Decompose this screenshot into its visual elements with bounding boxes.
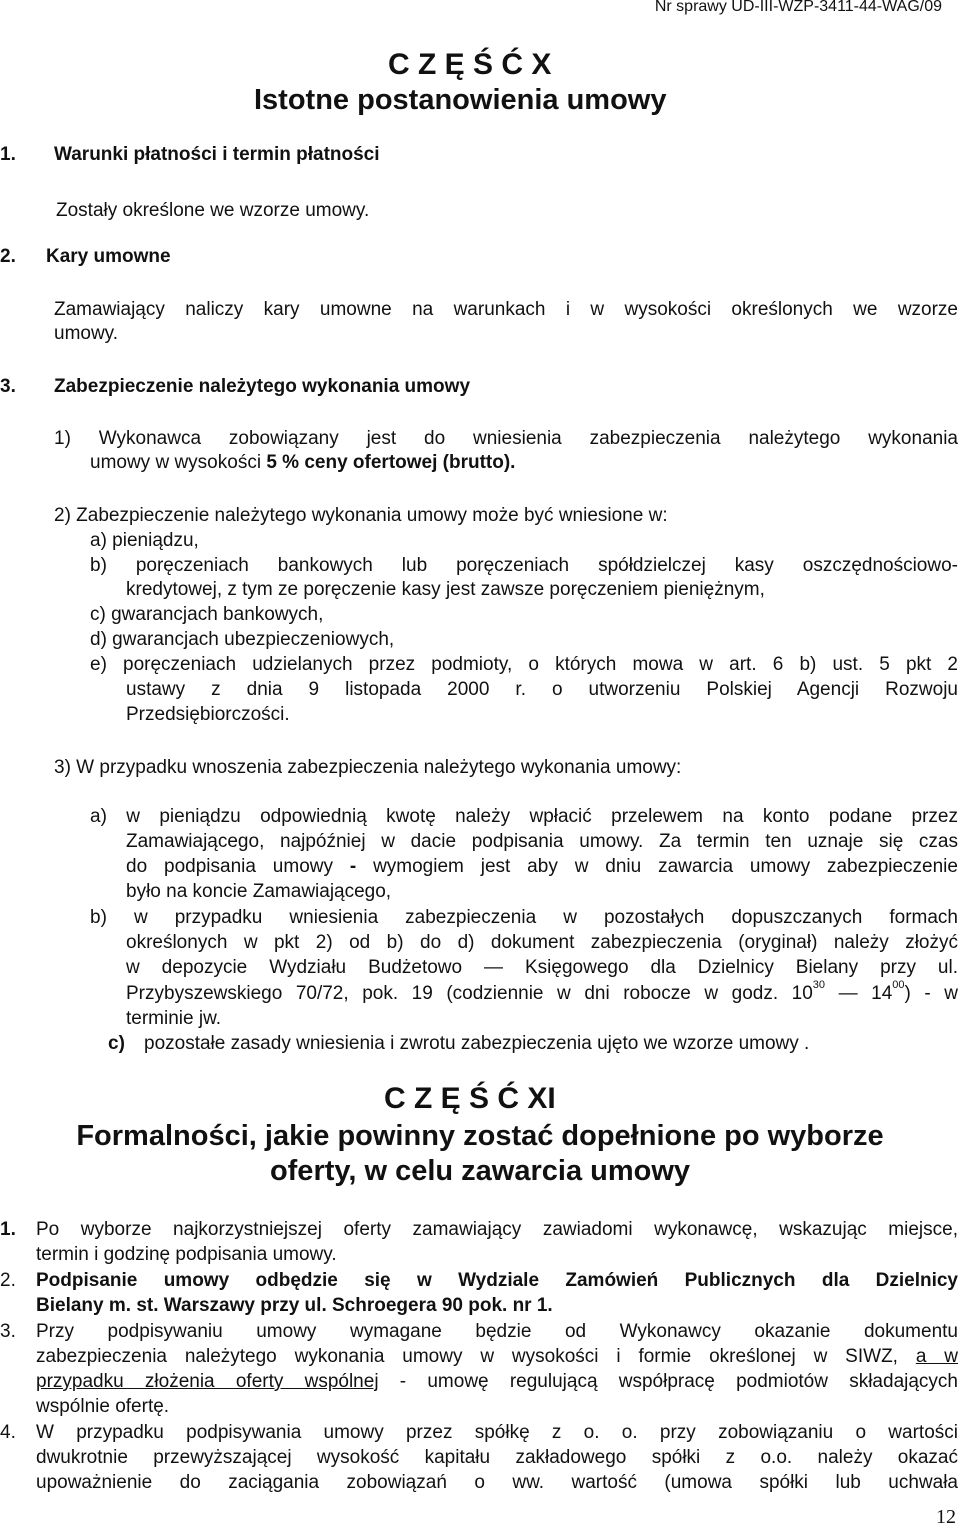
s3-p3-c-text: pozostałe zasady wniesienia i zwrotu zabezpieczenia ujęto we wzorze umowy .: [144, 1033, 810, 1054]
xi-item-4-line2: dwukrotnie przewyższającej wysokość kapitału zakładowego spółki z o.o. należy okazać: [36, 1447, 958, 1468]
xi-item-3-number: 3.: [0, 1321, 16, 1342]
section-1-title: Warunki płatności i termin płatności: [54, 144, 380, 165]
s3-p3-b-line4-mid: — 14: [825, 983, 893, 1004]
s3-p2-b-line1: b) poręczeniach bankowych lub poręczeniach spółdzielczej kasy oszczędnościowo-: [90, 555, 958, 576]
s3-p1-line2-normal: umowy w wysokości: [90, 452, 267, 473]
s3-p3-a-line2: Zamawiającego, najpóźniej w dacie podpisania umowy. Za termin ten uznaje się czas: [126, 831, 958, 852]
s3-p3-c-label: c): [108, 1033, 125, 1054]
section-3-title: Zabezpieczenie należytego wykonania umowy: [54, 376, 471, 397]
xi-item-2-line2: Bielany m. st. Warszawy przy ul. Schroegera 90 pok. nr 1.: [36, 1295, 553, 1316]
xi-item-3-line3-underlined: przypadku złożenia oferty wspólnej: [36, 1371, 379, 1392]
part-xi-label: C Z Ę Ś Ć XI: [384, 1082, 556, 1115]
xi-item-2-line1: Podpisanie umowy odbędzie się w Wydziale Zamówień Publicznych dla Dzielnicy: [36, 1270, 958, 1291]
xi-item-3-line1: Przy podpisywaniu umowy wymagane będzie od Wykonawcy okazanie dokumentu: [36, 1321, 958, 1342]
s3-p2-e-line2: ustawy z dnia 9 listopada 2000 r. o utworzeniu Polskiej Agencji Rozwoju: [126, 679, 958, 700]
xi-item-3-line3: [36, 1371, 958, 1393]
section-3-number: 3.: [0, 376, 16, 397]
s3-p2-d: d) gwarancjach ubezpieczeniowych,: [90, 629, 395, 650]
section-2-text-line1: Zamawiający naliczy kary umowne na warunkach i w wysokości określonych we wzorze: [54, 299, 958, 320]
page-number: 12: [936, 1506, 956, 1528]
s3-p2-c: c) gwarancjach bankowych,: [90, 604, 324, 625]
section-2-text-line2: umowy.: [54, 323, 119, 344]
section-2-title: Kary umowne: [46, 246, 171, 267]
time-start-minutes: 30: [812, 979, 826, 991]
xi-item-2-number: 2.: [0, 1270, 16, 1291]
xi-item-4-line3: upoważnienie do zaciągania zobowiązań o ww. wartość (umowa spółki lub uchwała: [36, 1472, 958, 1493]
xi-item-3-line4: wspólnie ofertę.: [36, 1396, 170, 1417]
s3-p3-b-line4: [126, 979, 958, 1005]
section-1-text: Zostały określone we wzorze umowy.: [56, 200, 370, 221]
xi-item-4-line1: W przypadku podpisywania umowy przez spółkę z o. o. przy zobowiązaniu o wartości: [36, 1422, 958, 1443]
s3-p3-b-line4-pre: Przybyszewskiego 70/72, pok. 19 (codziennie w dni robocze w godz. 10: [126, 983, 813, 1004]
s3-p2-intro: 2) Zabezpieczenie należytego wykonania umowy może być wniesione w:: [54, 505, 668, 526]
s3-p1-line1: 1) Wykonawca zobowiązany jest do wniesienia zabezpieczenia należytego wykonania: [54, 428, 958, 449]
part-x-label: C Z Ę Ś Ć X: [388, 48, 552, 81]
xi-item-4-number: 4.: [0, 1422, 16, 1443]
s3-p3-b-line4-post: ) - w: [904, 983, 958, 1004]
xi-item-1-number: 1.: [0, 1219, 16, 1240]
part-xi-title-line2: oferty, w celu zawarcia umowy: [269, 1155, 691, 1187]
s3-p3-a-line3-dash: -: [349, 856, 357, 877]
s3-p3-b-line1: b) w przypadku wniesienia zabezpieczenia w pozostałych dopuszczanych formach: [90, 907, 958, 928]
time-end-minutes: 00: [892, 979, 905, 991]
xi-item-3-line2-underlined: a w: [915, 1346, 958, 1367]
xi-item-3-line2-pre: zabezpieczenia należytego wykonania umowy w wysokości i formie określonej w SIWZ,: [36, 1346, 916, 1367]
section-2-number: 2.: [0, 246, 16, 267]
s3-p3-a-line3: [126, 856, 958, 878]
s3-p2-b-line2: kredytowej, z tym ze poręczenie kasy jest zawsze poręczeniem pieniężnym,: [126, 579, 765, 600]
xi-item-3-line2: [36, 1346, 958, 1368]
s3-p3-a-line3-post: wymogiem jest aby w dniu zawarcia umowy zabezpieczenie: [356, 856, 958, 877]
s3-p3-b-line2: określonych w pkt 2) od b) do d) dokument zabezpieczenia (oryginał) należy złożyć: [126, 932, 958, 953]
s3-p3-a-line4: było na koncie Zamawiającego,: [126, 881, 392, 902]
xi-item-3-line3-post: - umowę regulującą współpracę podmiotów składających: [378, 1371, 958, 1392]
part-x-title: Istotne postanowienia umowy: [254, 84, 667, 116]
s3-p3-a-line3-pre: do podpisania umowy: [126, 856, 350, 877]
s3-p3-intro: 3) W przypadku wnoszenia zabezpieczenia należytego wykonania umowy:: [54, 757, 682, 778]
case-number: Nr sprawy UD-III-WZP-3411-44-WAG/09: [654, 0, 942, 15]
s3-p1-line2: [90, 452, 515, 474]
s3-p3-a-line1: a) w pieniądzu odpowiednią kwotę należy wpłacić przelewem na konto podane przez: [90, 806, 958, 827]
part-xi-title-line1: Formalności, jakie powinny zostać dopełnione po wyborze: [76, 1120, 884, 1152]
s3-p2-a: a) pieniądzu,: [90, 530, 199, 551]
section-1-number: 1.: [0, 144, 16, 165]
xi-item-1-line2: termin i godzinę podpisania umowy.: [36, 1244, 337, 1265]
s3-p1-line2-bold: 5 % ceny ofertowej (brutto).: [266, 452, 516, 473]
s3-p2-e-line3: Przedsiębiorczości.: [126, 704, 290, 725]
xi-item-1-line1: Po wyborze najkorzystniejszej oferty zamawiający zawiadomi wykonawcę, wskazując miejsce,: [36, 1219, 958, 1240]
s3-p3-b-line3: w depozycie Wydziału Budżetowo — Księgowego dla Dzielnicy Bielany przy ul.: [126, 957, 958, 978]
s3-p3-b-line5: terminie jw.: [126, 1008, 222, 1029]
s3-p2-e-line1: e) poręczeniach udzielanych przez podmioty, o których mowa w art. 6 b) ust. 5 pkt 2: [90, 654, 958, 675]
